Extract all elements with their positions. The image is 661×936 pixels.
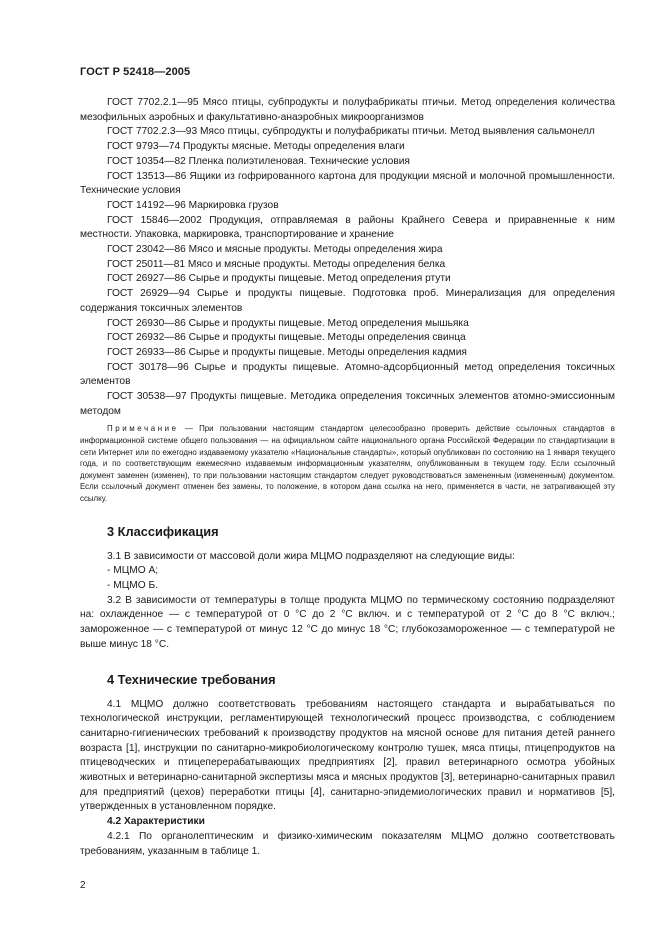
reference-item: ГОСТ 7702.2.1—95 Мясо птицы, субпродукты и полуфабрикаты птичьи. Метод определения количества мезофильных аэробных и факультативно-анаэробных микроорганизмов xyxy=(80,97,615,123)
section-4-heading: 4 Технические требования xyxy=(107,671,276,687)
section-3-heading: 3 Классификация xyxy=(107,523,219,539)
section-4-2-heading: 4.2 Характеристики xyxy=(107,816,205,828)
reference-item: ГОСТ 9793—74 Продукты мясные. Методы определения влаги xyxy=(107,141,405,153)
section-4-1: 4.1 МЦМО должно соответствовать требованиям настоящего стандарта и вырабатываться по технологической инструкции, регламентирующей технологический процесс производства, с соблюдением санитарно-гигиенических требований к производству продуктов на мясной основе для питания детей раннего возраста [1], инструкции по санитарно-микробиологическому контролю тушек, мяса птицы, птицепродуктов на птицеводческих и птицеперерабатывающих предприятиях [2], правил ветеринарного осмотра убойных животных и ветеринарно-санитарной экспертизы мяса и мясных продуктов [3], ветеринарно-санитарных правил для предприятий (цехов) переработки птицы [4], санитарно-эпидемиологических правил и нормативов [5], утвержденных в установленном порядке. xyxy=(80,698,615,813)
note-text: — При пользовании настоящим стандартом целесообразно проверить действие ссылочных стандартов в информационной системе общего пользования — на официальном сайте национального органа Российской Федерации по стандартизации в сети Интернет или по ежегодно издаваемому указателю «Национальные стандарты», который опубликован по состоянию на 1 января текущего года, и по соответствующим ежемесячно издаваемым информационным указателям, опубликованным в текущем году. Если ссылочный документ заменен (изменен), то при пользовании настоящим стандартом следует руководствоваться замененным (измененным) документом. Если ссылочный документ отменен без замены, то положение, в котором дана ссылка на него, применяется в части, не затрагивающей эту ссылку. xyxy=(80,424,615,504)
document-header: ГОСТ Р 52418—2005 xyxy=(80,66,191,78)
document-body xyxy=(80,96,615,859)
section-4-2-1: 4.2.1 По органолептическим и физико-химическим показателям МЦМО должно соответствовать требованиям, указанным в таблице 1. xyxy=(80,830,615,857)
classification-item: - МЦМО Б. xyxy=(107,580,159,592)
reference-item: ГОСТ 15846—2002 Продукция, отправляемая в районы Крайнего Севера и приравненные к ним местности. Упаковка, маркировка, транспортирование и хранение xyxy=(80,214,615,241)
reference-item: ГОСТ 26929—94 Сырье и продукты пищевые. Подготовка проб. Минерализация для определения содержания токсичных элементов xyxy=(80,288,615,314)
reference-item: ГОСТ 7702.2.3—93 Мясо птицы, субпродукты и полуфабрикаты птичьи. Метод выявления сальмонелл xyxy=(107,126,595,138)
classification-item: - МЦМО А; xyxy=(107,565,159,577)
section-3-2: 3.2 В зависимости от температуры в толще продукта МЦМО по термическому состоянию подразделяют на: охлажденное — с температурой от 0 °С до 2 °С включ. и с температурой от 2 °С до 8 °С включ.; замороженное — с температурой от минус 12 °С до минус 18 °С; глубокозамороженное — с температурой не выше минус 18 °С. xyxy=(80,594,615,650)
note-label: Примечание xyxy=(107,424,179,434)
page-number: 2 xyxy=(80,880,86,891)
reference-item: ГОСТ 14192—96 Маркировка грузов xyxy=(107,199,279,211)
reference-item: ГОСТ 26933—86 Сырье и продукты пищевые. Методы определения кадмия xyxy=(107,346,467,358)
reference-note xyxy=(80,423,615,504)
reference-item: ГОСТ 26932—86 Сырье и продукты пищевые. Методы определения свинца xyxy=(107,332,466,344)
reference-item: ГОСТ 10354—82 Пленка полиэтиленовая. Технические условия xyxy=(107,155,410,167)
section-3-1: 3.1 В зависимости от массовой доли жира МЦМО подразделяют на следующие виды: xyxy=(107,550,515,562)
reference-item: ГОСТ 26927—86 Сырье и продукты пищевые. Метод определения ртути xyxy=(107,273,451,285)
reference-item: ГОСТ 26930—86 Сырье и продукты пищевые. Метод определения мышьяка xyxy=(107,317,469,329)
reference-item: ГОСТ 30538—97 Продукты пищевые. Методика определения токсичных элементов атомно-эмиссионным методом xyxy=(80,391,615,417)
reference-item: ГОСТ 13513—86 Ящики из гофрированного картона для продукции мясной и молочной промышленности. Технические условия xyxy=(80,170,615,197)
reference-item: ГОСТ 30178—96 Сырье и продукты пищевые. Атомно-адсорбционный метод определения токсичных элементов xyxy=(80,361,615,388)
reference-item: ГОСТ 23042—86 Мясо и мясные продукты. Методы определения жира xyxy=(107,244,443,256)
reference-item: ГОСТ 25011—81 Мясо и мясные продукты. Методы определения белка xyxy=(107,258,446,270)
